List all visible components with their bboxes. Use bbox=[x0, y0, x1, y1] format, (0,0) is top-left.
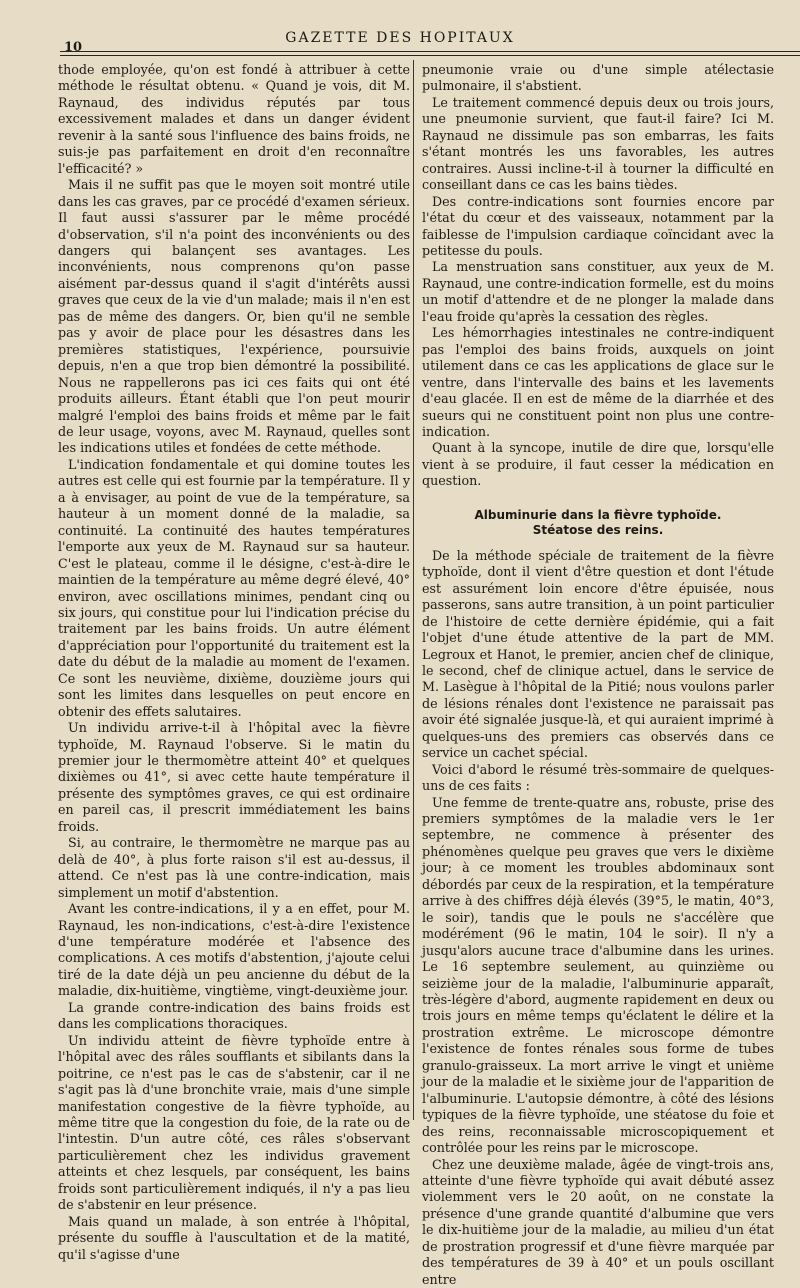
header-rule bbox=[60, 55, 800, 56]
paragraph: La menstruation sans constituer, aux yeux de M. Raynaud, une contre-indication formelle, est du moins un motif d'attendre et de ne plonger la malade dans l'eau froide qu'après la cessation des règles. bbox=[422, 259, 774, 324]
paragraph: Un individu atteint de fièvre typhoïde entre à l'hôpital avec des râles soufflants et sibilants dans la poitrine, ce n'est pas le cas de s'abstenir, car il ne s'agit pas là d'une bronchite vraie, mais d'une simple manifestation congestive de la fièvre typhoïde, au même titre que la congestion du foie, de la rate ou de l'intestin. D'un autre côté, ces râles s'observant particulièrement chez les individus gravement atteints et chez lesquels, par conséquent, les bains froids sont particulièrement indiqués, il n'y a pas lieu de s'abstenir en leur présence. bbox=[58, 1032, 410, 1213]
header-rule bbox=[60, 51, 800, 52]
paragraph: pneumonie vraie ou d'une simple atélectasie pulmonaire, il s'abstient. bbox=[422, 62, 774, 94]
running-title: GAZETTE DES HOPITAUX bbox=[285, 30, 515, 46]
paragraph: De la méthode spéciale de traitement de la fièvre typhoïde, dont il vient d'être question et dont l'étude est assurément loin encore d'être épuisée, nous passerons, sans autre transition, à un point particulier de l'histoire de cette dernière épidémie, qui a fait l'objet d'une étude attentive de la part de MM. Legroux et Hanot, le premier, ancien chef de clinique, le second, chef de clinique actuel, dans le service de M. Lasègue à l'hôpital de la Pitié; nous voulons parler de lésions rénales dont l'existence ne paraissait pas avoir été signalée jusque-là, et qui auraient imprimé à quelques-uns des premiers cas observés dans ce service un cachet spécial. bbox=[422, 547, 774, 761]
section-heading: Albuminurie dans la fièvre typhoïde. bbox=[474, 507, 722, 522]
paragraph: Si, au contraire, le thermomètre ne marque pas au delà de 40°, à plus forte raison s'il est au-dessus, il attend. Ce n'est pas là une contre-indication, mais simplement un motif d'abstention. bbox=[58, 835, 410, 900]
paragraph: Avant les contre-indications, il y a en effet, pour M. Raynaud, les non-indications, c'est-à-dire l'existence d'une température modérée et l'absence des complications. A ces motifs d'abstention, j'ajoute celui tiré de la date déjà un peu ancienne du début de la maladie, dix-huitième, vingtième, vingt-deuxième jour. bbox=[58, 901, 410, 999]
paragraph: Un individu arrive-t-il à l'hôpital avec la fièvre typhoïde, M. Raynaud l'observe. Si le matin du premier jour le thermomètre atteint 40° et quelques dixièmes ou 41°, si avec cette haute température il présente des symptômes graves, ce qui est ordinaire en pareil cas, il prescrit immédiatement les bains froids. bbox=[58, 720, 410, 834]
paragraph: thode employée, qu'on est fondé à attribuer à cette méthode le résultat obtenu. « Quand je vois, dit M. Raynaud, des individus réputés par tous excessivement malades et dans un danger évident revenir à la santé sous l'influence des bains froids, ne suis-je pas parfaitement en droit d'en reconnaître l'efficacité? » bbox=[58, 62, 410, 176]
left-column bbox=[58, 62, 410, 1262]
paragraph: Le traitement commencé depuis deux ou trois jours, une pneumonie survient, que faut-il faire? Ici M. Raynaud ne dissimule pas son embarras, les faits s'étant montrés les uns favorables, les autres contraires. Aussi incline-t-il à tourner la difficulté en conseillant dans ce cas les bains tièdes. bbox=[422, 94, 774, 193]
page-number: 10 bbox=[64, 40, 83, 55]
paragraph: La grande contre-indication des bains froids est dans les complications thoraciques. bbox=[58, 999, 410, 1032]
paragraph: Chez une deuxième malade, âgée de vingt-trois ans, atteinte d'une fièvre typhoïde qui avait débuté assez violemment vers le 20 août, on ne constate la présence d'une grande quantité d'albumine que vers le dix-huitième jour de la maladie, au milieu d'un état de prostration progressif et d'une fièvre marquée par des températures de 39 à 40° et un pouls oscillant entre bbox=[422, 1156, 774, 1287]
column-divider bbox=[413, 60, 414, 1120]
paragraph: Quant à la syncope, inutile de dire que, lorsqu'elle vient à se produire, il faut cesser la médication en question. bbox=[422, 440, 774, 489]
section-subheading: Stéatose des reins. bbox=[532, 522, 664, 537]
paragraph: Des contre-indications sont fournies encore par l'état du cœur et des vaisseaux, notamment par la faiblesse de l'impulsion cardiaque coïncidant avec la petitesse du pouls. bbox=[422, 193, 774, 258]
paragraph: Les hémorrhagies intestinales ne contre-indiquent pas l'emploi des bains froids, auxquels on joint utilement dans ce cas les applications de glace sur le ventre, dans l'intervalle des bains et les lavements d'eau glacée. Il en est de même de la diarrhée et des sueurs qui ne constituent point non plus une contre-indication. bbox=[422, 325, 774, 439]
paragraph: Mais il ne suffit pas que le moyen soit montré utile dans les cas graves, par ce procédé d'examen sérieux. Il faut aussi s'assurer par le même procédé d'observation, s'il n'a point des inconvénients ou des dangers qui balançent ses avantages. Les inconvénients, nous comprenons qu'on passe aisément par-dessus quand il s'agit d'intérêts aussi graves que ceux de la vie d'un malade; mais il n'en est pas de même des dangers. Or, bien qu'il ne semble pas y avoir de place pour les désastres dans les premières statistiques, l'expérience, poursuivie depuis, n'en a que trop bien démontré la possibilité. Nous ne rappellerons pas ici ces faits qui ont été produits ailleurs. Étant établi que l'on peut mourir malgré l'emploi des bains froids et même par le fait de leur usage, voyons, avec M. Raynaud, quelles sont les indications utiles et fondées de cette méthode. bbox=[58, 177, 410, 456]
right-column bbox=[422, 62, 774, 1287]
paragraph: L'indication fondamentale et qui domine toutes les autres est celle qui est fournie par la température. Il y a à envisager, au point de vue de la température, sa hauteur à un moment donné de la maladie, sa continuité. La continuité des hautes températures l'emporte aux yeux de M. Raynaud sur sa hauteur. C'est le plateau, comme il le désigne, c'est-à-dire le maintien de la température au même degré élevé, 40° environ, avec oscillations minimes, pendant cinq ou six jours, qui constitue pour lui l'indication précise du traitement par les bains froids. Un autre élément d'appréciation pour l'opportunité du traitement est la date du début de la maladie au moment de l'examen. Ce sont les neuvième, dixième, douzième jours qui sont les limites dans lesquelles on peut encore en obtenir des effets salutaires. bbox=[58, 456, 410, 719]
paragraph: Voici d'abord le résumé très-sommaire de quelques-uns de ces faits : bbox=[422, 761, 774, 794]
paragraph: Mais quand un malade, à son entrée à l'hôpital, présente du souffle à l'auscultation et de la matité, qu'il s'agisse d'une bbox=[58, 1213, 410, 1262]
paragraph: Une femme de trente-quatre ans, robuste, prise des premiers symptômes de la maladie vers le 1er septembre, ne commence à présenter des phénomènes quelque peu graves que vers le dixième jour; à ce moment les troubles abdominaux sont débordés par ceux de la respiration, et la température arrive à des chiffres déjà élevés (39°5, le matin, 40°3, le soir), tandis que le pouls ne s'accélère que modérément (96 le matin, 104 le soir). Il n'y a jusqu'alors aucune trace d'albumine dans les urines. Le 16 septembre seulement, au quinzième ou seizième jour de la maladie, l'albuminurie apparaît, très-légère d'abord, augmente rapidement en deux ou trois jours en même temps qu'éclatent le délire et la prostration extrême. Le microscope démontre l'existence de fontes rénales sous forme de tubes granulo-graisseux. La mort arrive le vingt et unième jour de la maladie et le sixième jour de l'apparition de l'albuminurie. L'autopsie démontre, à côté des lésions typiques de la fièvre typhoïde, une stéatose du foie et des reins, reconnaissable microscopiquement et contrôlée pour les reins par le microscope. bbox=[422, 794, 774, 1156]
